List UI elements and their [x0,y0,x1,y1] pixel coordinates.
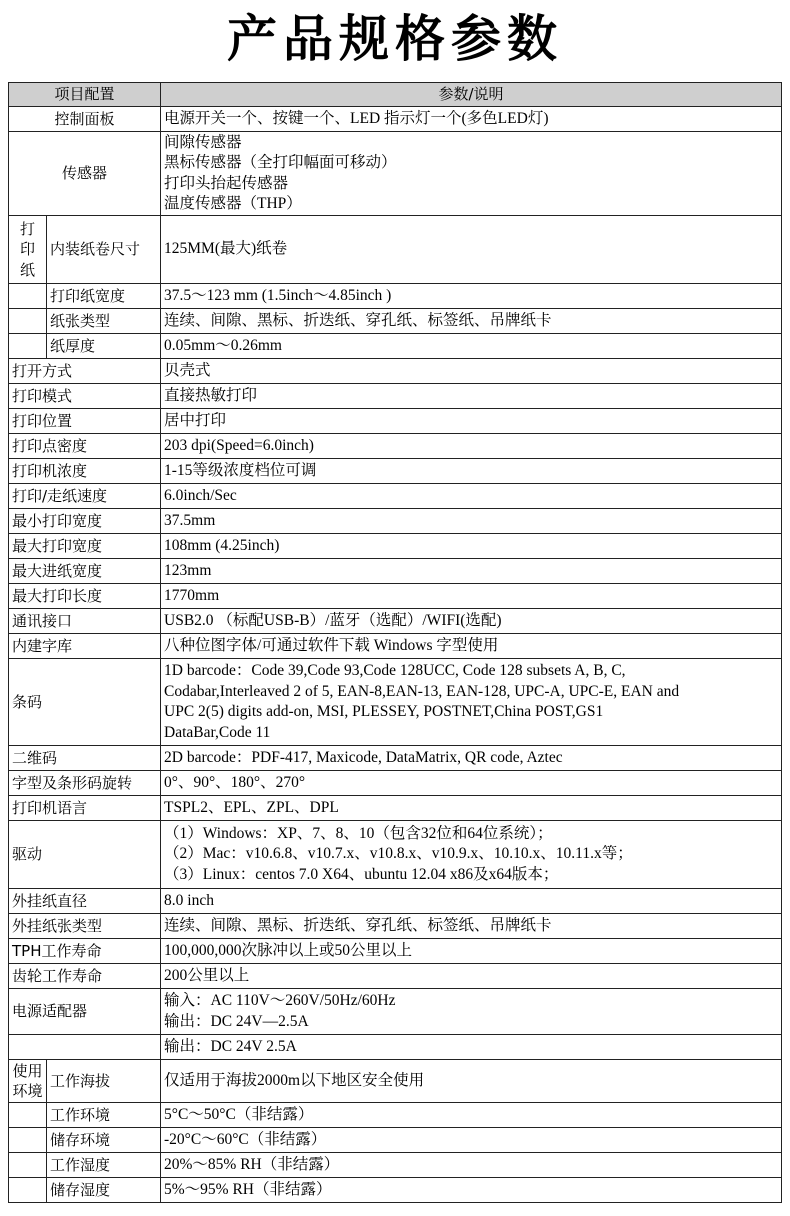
row-value: 仅适用于海拔2000m以下地区安全使用 [161,1060,782,1103]
table-row [9,939,782,964]
row-value: 八种位图字体/可通过软件下载 Windows 字型使用 [161,634,782,659]
row-value: 8.0 inch [161,889,782,914]
row-label: 控制面板 [9,107,161,132]
group-spacer [9,309,47,334]
row-label: 打开方式 [9,359,161,384]
row-value: 贝壳式 [161,359,782,384]
row-label: 最大进纸宽度 [9,559,161,584]
row-label: 纸厚度 [47,334,161,359]
row-label: 最小打印宽度 [9,509,161,534]
row-value: 20%～85% RH（非结露） [161,1153,782,1178]
table-row [9,1153,782,1178]
row-value: 0.05mm～0.26mm [161,334,782,359]
row-label: 内装纸卷尺寸 [47,216,161,284]
group-spacer [9,1128,47,1153]
row-value: 37.5～123 mm (1.5inch～4.85inch ) [161,284,782,309]
table-row [9,284,782,309]
row-label: 纸张类型 [47,309,161,334]
row-value: 1-15等级浓度档位可调 [161,459,782,484]
table-row [9,107,782,132]
table-row [9,359,782,384]
row-label: 二维码 [9,746,161,771]
header-param: 参数/说明 [161,83,782,107]
row-label: 工作环境 [47,1103,161,1128]
row-value: 电源开关一个、按键一个、LED 指示灯一个(多色LED灯) [161,107,782,132]
group-spacer [9,1153,47,1178]
row-label: 打印位置 [9,409,161,434]
row-label: 传感器 [9,132,161,216]
row-label: 打印机浓度 [9,459,161,484]
table-row [9,989,782,1035]
table-row [9,659,782,746]
row-value: 5°C～50°C（非结露） [161,1103,782,1128]
row-label: 条码 [9,659,161,746]
row-label: 齿轮工作寿命 [9,964,161,989]
row-label: 外挂纸直径 [9,889,161,914]
row-label: 最大打印宽度 [9,534,161,559]
table-row [9,459,782,484]
row-label: 打印模式 [9,384,161,409]
table-row [9,1128,782,1153]
row-label: 最大打印长度 [9,584,161,609]
row-label: 打印点密度 [9,434,161,459]
row-label: 通讯接口 [9,609,161,634]
row-value: 输入：AC 110V～260V/50Hz/60Hz 输出：DC 24V—2.5A [161,989,782,1035]
row-label: 工作湿度 [47,1153,161,1178]
row-value: 6.0inch/Sec [161,484,782,509]
table-row [9,634,782,659]
table-row [9,409,782,434]
row-value: 输出：DC 24V 2.5A [161,1035,782,1060]
group-spacer [9,1103,47,1128]
row-value: 100,000,000次脉冲以上或50公里以上 [161,939,782,964]
table-row [9,889,782,914]
group-spacer [9,334,47,359]
table-row [9,132,782,216]
row-value: 直接热敏打印 [161,384,782,409]
group-spacer [9,284,47,309]
table-row [9,216,782,284]
row-label: TPH工作寿命 [9,939,161,964]
table-row [9,1178,782,1203]
table-header-row [9,83,782,107]
table-row [9,334,782,359]
table-row [9,534,782,559]
header-item: 项目配置 [9,83,161,107]
row-label: 打印纸宽度 [47,284,161,309]
row-label: 驱动 [9,821,161,889]
row-value: 居中打印 [161,409,782,434]
row-value: 连续、间隙、黑标、折迭纸、穿孔纸、标签纸、吊牌纸卡 [161,914,782,939]
table-row [9,609,782,634]
row-label: 内建字库 [9,634,161,659]
row-value: （1）Windows：XP、7、8、10（包含32位和64位系统）； （2）Mac：v10.6.8、v10.7.x、v10.8.x、v10.9.x、10.10.x、10.11.x等； （3）Linux：centos 7.0 X64、ubuntu 12.04 x86及x64版本； [161,821,782,889]
table-row [9,821,782,889]
row-value: USB2.0 （标配USB-B）/蓝牙（选配）/WIFI(选配) [161,609,782,634]
row-value: 200公里以上 [161,964,782,989]
table-row [9,1103,782,1128]
row-value: 2D barcode：PDF-417, Maxicode, DataMatrix, QR code, Aztec [161,746,782,771]
row-value: 37.5mm [161,509,782,534]
row-value: -20°C～60°C（非结露） [161,1128,782,1153]
table-row [9,964,782,989]
table-row [9,384,782,409]
row-value: 5%～95% RH（非结露） [161,1178,782,1203]
row-value: 间隙传感器 黑标传感器（全打印幅面可移动） 打印头抬起传感器 温度传感器（THP） [161,132,782,216]
table-row [9,434,782,459]
row-value: TSPL2、EPL、ZPL、DPL [161,796,782,821]
row-value: 1D barcode：Code 39,Code 93,Code 128UCC, Code 128 subsets A, B, C, Codabar,Interleaved 2 of 5, EAN-8,EAN-13, EAN-128, UPC-A, UPC-E, EAN and UPC 2(5) digits add-on, MSI, PLESSEY, POSTNET,China POST,GS1 DataBar,Code 11 [161,659,782,746]
row-value: 0°、90°、180°、270° [161,771,782,796]
row-value: 203 dpi(Speed=6.0inch) [161,434,782,459]
table-row [9,1035,782,1060]
table-row [9,771,782,796]
table-row [9,746,782,771]
row-value: 108mm (4.25inch) [161,534,782,559]
group-label-env: 使用 环境 [9,1060,47,1103]
page-title: 产品规格参数 [227,10,563,68]
group-label-paper: 打 印 纸 [9,216,47,284]
row-label: 电源适配器 [9,989,161,1035]
row-value: 1770mm [161,584,782,609]
row-label: 外挂纸张类型 [9,914,161,939]
table-row [9,584,782,609]
spec-table [8,82,782,1203]
row-label: 储存环境 [47,1128,161,1153]
row-label: 储存湿度 [47,1178,161,1203]
table-row [9,559,782,584]
table-row [9,914,782,939]
row-label-empty [9,1035,161,1060]
row-label: 打印/走纸速度 [9,484,161,509]
row-label: 字型及条形码旋转 [9,771,161,796]
table-row [9,796,782,821]
row-value: 连续、间隙、黑标、折迭纸、穿孔纸、标签纸、吊牌纸卡 [161,309,782,334]
table-row [9,509,782,534]
table-row [9,309,782,334]
row-value: 125MM(最大)纸卷 [161,216,782,284]
row-value: 123mm [161,559,782,584]
row-label: 打印机语言 [9,796,161,821]
table-row [9,484,782,509]
group-spacer [9,1178,47,1203]
table-row [9,1060,782,1103]
row-label: 工作海拔 [47,1060,161,1103]
